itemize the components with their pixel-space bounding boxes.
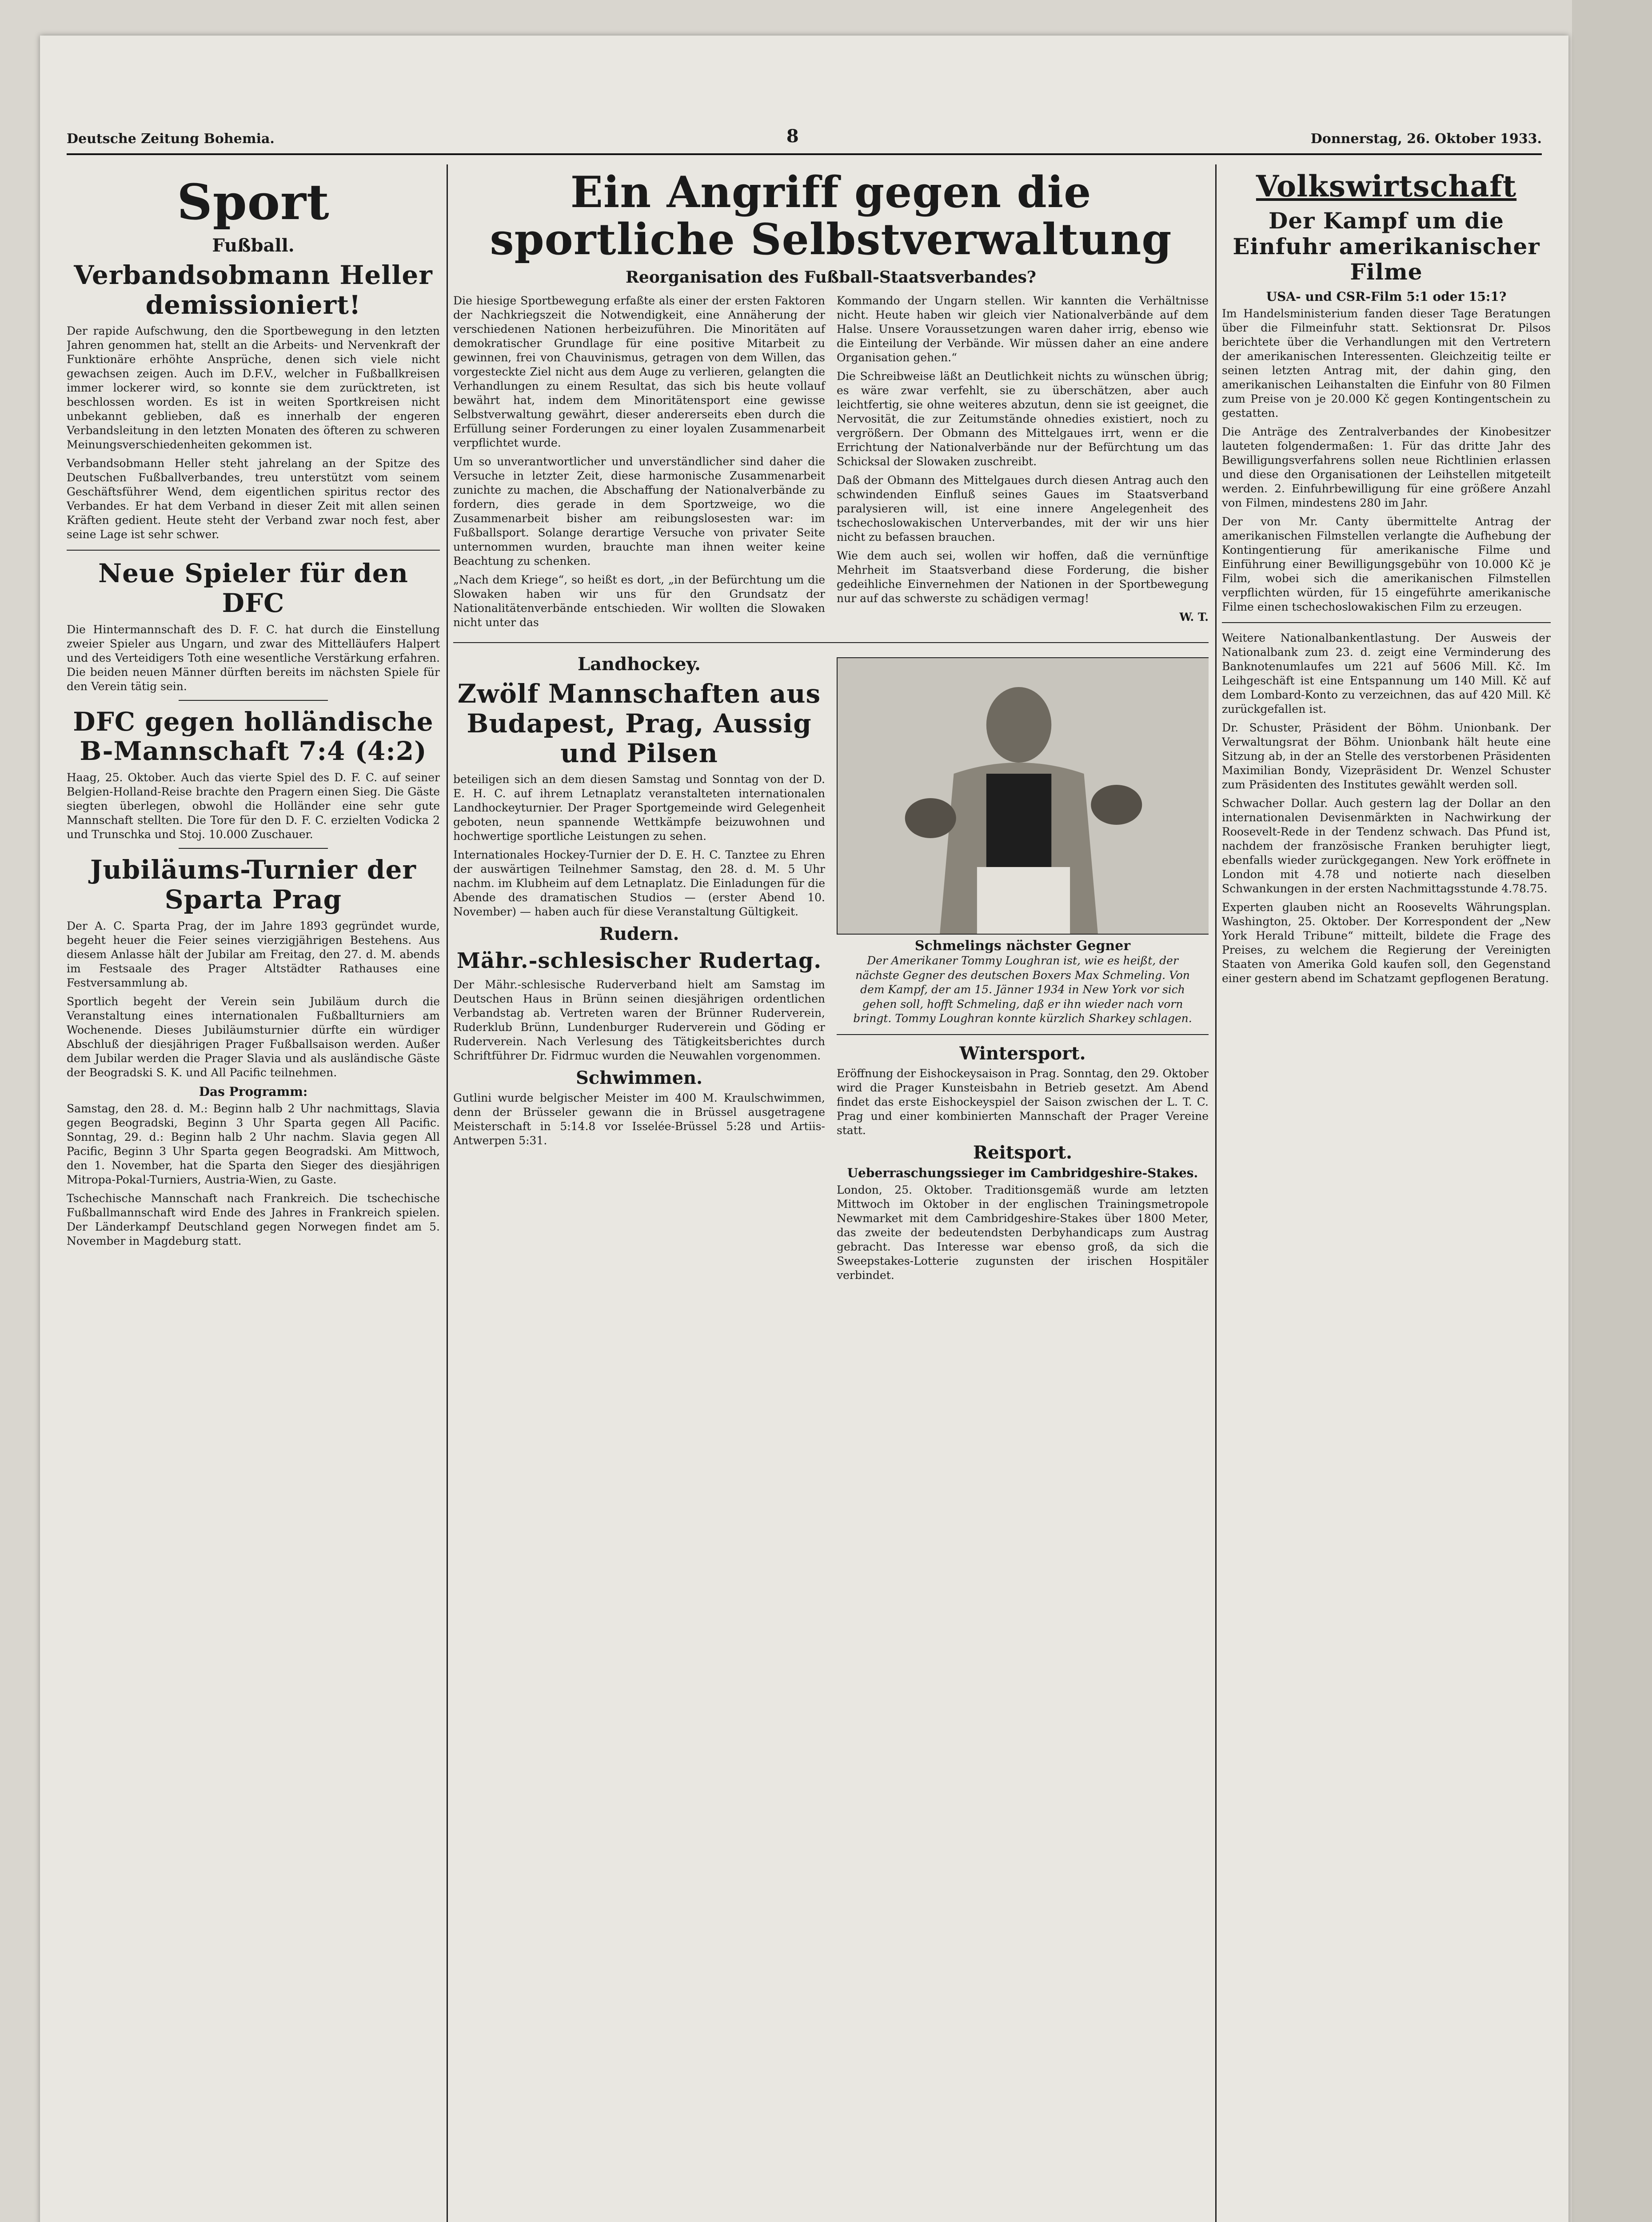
boxer-figure-icon: [838, 658, 1209, 934]
lower-section: [453, 651, 1209, 1287]
divider: [837, 1034, 1209, 1035]
scan-edge: [1572, 0, 1652, 2222]
article-sparta-p4: Tschechische Mannschaft nach Frankreich. Die tschechische Fußballmannschaft wird Ende des Jahres in Frankreich spielen. Der Länderkampf Deutschland gegen Norwegen findet am 5. November in Magdeburg statt.: [67, 1191, 440, 1247]
article-heller-title: Verbandsobmann Heller demissioniert!: [74, 260, 433, 320]
column-economy: [1222, 164, 1551, 2222]
article-nationalbank: Weitere Nationalbankentlastung. Der Ausweis der Nationalbank zum 23. d. zeigt eine Verminderung des Banknotenumlaufes um 221 auf 5606 Mill. Kč. Im Leihgeschäft ist eine Entspannung um 140 Mill. Kč auf dem Lombard-Konto zu verzeichnen, das auf 420 Mill. Kč zurückgefallen ist.: [1222, 631, 1551, 715]
section-title-economy: Volkswirtschaft: [1256, 169, 1517, 204]
article-heller-p1: Der rapide Aufschwung, den die Sportbewegung in den letzten Jahren genommen hat, stellt an die Arbeits- und Nervenkraft der Funktionäre erhöhte Ansprüche, denen sich viele nicht gewachsen zeigen. Auch im D.F.V., welcher in Fußballkreisen immer lockerer wird, so konnte sie dem zurücktreten, ist beschlossen worden. Es ist in weiten Sportkreisen nicht unbekannt geblieben, daß es innerhalb der engeren Verbandsleitung in den letzten Monaten des öfteren zu schweren Meinungsverschiedenheiten gekommen ist.: [67, 324, 440, 452]
hockey-kicker: Landhockey.: [578, 654, 701, 675]
divider: [67, 550, 440, 551]
schwimmen-kicker: Schwimmen.: [575, 1067, 703, 1089]
main-subheadline: Reorganisation des Fußball-Staatsverbandes?: [626, 268, 1036, 287]
divider: [453, 642, 1209, 643]
main-right-p1: Kommando der Ungarn stellen. Wir kannten die Verhältnisse nicht. Heute haben wir gleich vier Nationalverbände auf dem Halse. Unsere Voraussetzungen waren daher irrig, ebenso wie die Einteilung der Verbände. Wir müssen daher an eine andere Organisation gehen.“: [837, 294, 1209, 364]
article-new-players-title: Neue Spieler für den DFC: [98, 558, 408, 619]
issue-date: Donnerstag, 26. Oktober 1933.: [1310, 131, 1542, 147]
hockey-p1: beteiligen sich an dem diesen Samstag und Sonntag von der D. E. H. C. auf ihrem Letnaplatz veranstalteten internationalen Landhockeyturnier. Der Prager Sportgemeinde wird Gelegenheit geboten, neun spannende Wettkämpfe beizuwohnen und hochwertige sportliche Leistungen zu sehen.: [453, 773, 825, 843]
article-film-p1: Im Handelsministerium fanden dieser Tage Beratungen über die Filmeinfuhr statt. Sektionsrat Dr. Pilsos berichtete über die Verhandlungen mit den Vertretern der amerikanischen Interessenten. Gleichzeitig teilte er seinen letzten Antrag mit, der dahin ging, den amerikanischen Leihanstalten die Einfuhr von 80 Filmen zum Preise von je 20.000 Kč gegen Kontingentschein zu gestatten.: [1222, 307, 1551, 420]
paper-name: Deutsche Zeitung Bohemia.: [67, 131, 275, 147]
column-sport: [67, 164, 440, 2222]
reit-p1: London, 25. Oktober. Traditionsgemäß wurde am letzten Mittwoch im Oktober in der englischen Trainingsmetropole Newmarket mit dem Cambridgeshire-Stakes über 1800 Meter, das zweite der bedeutendsten Derbyhandicaps zum Austrag gebracht. Das Interesse war ebenso groß, da sich die Sweepstakes-Lotterie zugunsten der irischen Hospitäler verbindet.: [837, 1183, 1209, 1282]
article-heller-p2: Verbandsobmann Heller steht jahrelang an der Spitze des Deutschen Fußballverbandes, treu unterstützt vom seinem Geschäftsführer Wend, dem eigentlichen spiritus rector des Verbandes. Er hat dem Verband in dieser Zeit mit allen seinen Kräften gedient. Heute steht der Verband zwar noch fest, aber seine Lage ist sehr schwer.: [67, 457, 440, 541]
article-film-p2: Die Anträge des Zentralverbandes der Kinobesitzer lauteten folgendermaßen: 1. Für das dritte Jahr des Bewilligungsverfahrens sollen neue Richtlinien erlassen und diese den Organisationen der Leihstellen mitgeteilt werden. 2. Einfuhrbewilligung für eine größere Anzahl von Filmen, mindestens 280 im Jahr.: [1222, 425, 1551, 509]
main-article-body: [453, 294, 1209, 634]
article-sparta-p1: Der A. C. Sparta Prag, der im Jahre 1893 gegründet wurde, begeht heuer die Feier seines vierzigjährigen Bestehens. Aus diesem Anlasse hält der Jubilar am Freitag, den 27. d. M. abends im Festsaale des Prager Altstädter Rathauses eine Festversammlung ab.: [67, 919, 440, 989]
main-right-p3: Daß der Obmann des Mittelgaues durch diesen Antrag auch den schwindenden Einfluß seines Gaues im Staatsverband paralysieren will, ist eine innere Angelegenheit des tschechoslowakischen Unterverbandes, mit der wir uns hier nicht zu befassen brauchen.: [837, 474, 1209, 544]
article-sparta-program-label: Das Programm:: [199, 1084, 308, 1099]
subsection-football: Fußball.: [212, 235, 295, 256]
rudern-p1: Der Mähr.-schlesische Ruderverband hielt am Samstag im Deutschen Haus in Brünn seinen diesjährigen ordentlichen Verbandstag ab. Vertreten waren der Brünner Ruderverein, Ruderklub Brünn, Lundenburger Ruderverein und Göding er Ruderverein. Nach Verlesung des Tätigkeitsberichtes durch Schriftführer Dr. Fidrmuc wurden die Neuwahlen vorgenommen.: [453, 978, 825, 1063]
main-right-p4: Wie dem auch sei, wollen wir hoffen, daß die vernünftige Mehrheit im Staatsverband diese Forderung, die bisher gedeihliche Einvernehmen der Nationen in der Sportbewegung nur auf das schwerste zu schädigen vermag!: [837, 549, 1209, 605]
main-left-p3: „Nach dem Kriege“, so heißt es dort, „in der Befürchtung um die Slowaken haben wir uns für den Grundsatz der Nationalitätenverbände entschieden. Wir wollten die Slowaken nicht unter das: [453, 573, 825, 629]
article-film-p3: Der von Mr. Canty übermittelte Antrag der amerikanischen Filmstellen verlangte die Aufhebung der Kontingentierung für amerikanische Filme und Einführung einer Bewilligungsgebühr von 10.000 Kč je Film, wobei sich die amerikanischen Filmstellen verpflichten würden, für 15 eingeführte amerikanische Filme einen tschechoslowakischen Film zu erzeugen.: [1222, 515, 1551, 613]
article-sparta-p2: Sportlich begeht der Verein sein Jubiläum durch die Veranstaltung eines internationalen Fußballturniers am Wochenende. Dieses Jubiläumsturnier dürfte ein würdiger Abschluß der diesjährigen Prager Fußballsaison werden. Außer dem Jubilar werden die Prager Slavia und als ausländische Gäste der Beogradski S. K. und All Pacific teilnehmen.: [67, 995, 440, 1079]
winter-p1: Eröffnung der Eishockeysaison in Prag. Sonntag, den 29. Oktober wird die Prager Kunsteisbahn in Betrieb gesetzt. Am Abend findet das erste Eishockeyspiel der Saison zwischen der L. T. C. Prag und einer kombinierten Mannschaft der Prager Vereine statt.: [837, 1067, 1209, 1137]
running-head: [67, 120, 1542, 147]
divider: [179, 848, 328, 849]
photo-caption: Der Amerikaner Tommy Loughran ist, wie es heißt, der nächste Gegner des deutschen Boxers Max Schmeling. Von dem Kampf, der am 15. Jänner 1934 in New York vor sich gehen soll, hofft Schmeling, daß er ihn wieder nach vorn bringt. Tommy Loughran konnte kürzlich Sharkey schlagen.: [853, 954, 1192, 1025]
photo-title: Schmelings nächster Gegner: [914, 938, 1131, 954]
section-title-sport: Sport: [177, 173, 330, 231]
column-rule-2: [1215, 164, 1217, 2222]
article-dfc-holland-title: DFC gegen holländische B-Mannschaft 7:4 (4:2): [73, 706, 434, 767]
boxer-photo: [837, 657, 1209, 935]
main-right-p2: Die Schreibweise läßt an Deutlichkeit nichts zu wünschen übrig; es wäre zwar verfehlt, sie zu überschätzen, aber auch leichtfertig, sie ohne weiteres abzutun, denn sie ist geeignet, die Nervosität, die zur Zeitumstände ohnedies existiert, noch zu vergrößern. Der Obmann des Mittelgaues irrt, wenn er die Errichtung der Nationalverbände nur der Befürchtung um das Schicksal der Slowaken zuschreibt.: [837, 370, 1209, 468]
header-rule: [67, 153, 1542, 155]
main-left-p1: Die hiesige Sportbewegung erfaßte als einer der ersten Faktoren der Nachkriegszeit die Notwendigkeit, eine Annäherung der verschiedenen Nationen herbeizuführen. Die Minoritäten auf demokratischer Grundlage für eine positive Mitarbeit zu gewinnen, frei von Chauvinismus, getragen von dem Willen, das vorgesteckte Ziel nicht aus dem Auge zu verlieren, gelangten die Verhandlungen zu einem Resultat, das sich bis heute vollauf bewährt hat, indem dem Minoritätensport eine gewisse Selbstverwaltung gewährt, dieser andererseits eben durch die Erfüllung seiner Forderungen zu einer loyalen Zusammenarbeit verpflichtet wurde.: [453, 294, 825, 450]
lower-left: [453, 651, 825, 1287]
main-article-left: [453, 294, 825, 634]
divider: [1222, 622, 1551, 623]
main-headline: Ein Angriff gegen die sportliche Selbstverwaltung: [490, 167, 1172, 264]
hockey-title: Zwölf Mannschaften aus Budapest, Prag, Aussig und Pilsen: [457, 679, 821, 768]
article-roosevelt: Experten glauben nicht an Roosevelts Währungsplan. Washington, 25. Oktober. Der Korrespondent der „New York Herald Tribune“ mitteilt, bildete die Frage des Preises, zu welchem die Regierung der Vereinigten Staaten von Amerika Gold kaufen soll, den Gegenstand einer gestern abend im Schatzamt gepflogenen Beratung.: [1222, 900, 1551, 985]
page-number: 8: [786, 126, 799, 147]
reit-title: Ueberraschungssieger im Cambridgeshire-Stakes.: [847, 1165, 1198, 1180]
newspaper-page: [40, 36, 1568, 2222]
article-sparta-title: Jubiläums-Turnier der Sparta Prag: [90, 855, 416, 915]
article-dollar: Schwacher Dollar. Auch gestern lag der Dollar an den internationalen Devisenmärkten in Nachwirkung der Roosevelt-Rede in der Tendenz schwach. Das Pfund ist, nachdem der französische Franken beruhigter liegt, ebenfalls wieder zurückgegangen. New York eröffnete in London mit 4.78 und notierte nach dieselben Schwankungen in der ersten Nachmittagsstunde 4.78.75.: [1222, 796, 1551, 895]
rudern-kicker: Rudern.: [599, 923, 679, 945]
main-article-signature: W. T.: [1179, 611, 1209, 624]
column-rule-1: [447, 164, 448, 2222]
rudern-title: Mähr.-schlesischer Rudertag.: [456, 948, 822, 974]
article-film-title: Der Kampf um die Einfuhr amerikanischer Filme: [1233, 208, 1540, 285]
hockey-p2: Internationales Hockey-Turnier der D. E. H. C. Tanztee zu Ehren der auswärtigen Teilnehmer Samstag, den 28. d. M. 5 Uhr nachm. im Klubheim auf dem Letnaplatz. Die Einladungen für die Abende des dramatischen Studios — (erster Abend 10. November) — haben auch für diese Veranstaltung Gültigkeit.: [453, 848, 825, 919]
article-unionbank: Dr. Schuster, Präsident der Böhm. Unionbank. Der Verwaltungsrat der Böhm. Unionbank hält heute eine Sitzung ab, in der an Stelle des verstorbenen Präsidenten Maximilian Bondy, Vizepräsident Dr. Wenzel Schuster zum Präsidenten des Institutes gewählt werden soll.: [1222, 721, 1551, 791]
main-article-right: [837, 294, 1209, 634]
main-left-p2: Um so unverantwortlicher und unverständlicher sind daher die Versuche in letzter Zeit, diese harmonische Zusammenarbeit zunichte zu machen, die Abschaffung der Nationalverbände zu fordern, dies gerade in dem Sportzweige, wo die Zusammenarbeit bisher am reibungslosesten war: im Fußballsport. Solange derartige Versuche von privater Seite unternommen wurden, brauchte man ihnen weiter keine Beachtung zu schenken.: [453, 455, 825, 568]
article-sparta-p3: Samstag, den 28. d. M.: Beginn halb 2 Uhr nachmittags, Slavia gegen Beogradski, Beginn 3 Uhr Sparta gegen All Pacific. Sonntag, 29. d.: Beginn halb 2 Uhr nachm. Slavia gegen All Pacific, Beginn 3 Uhr Sparta gegen Beogradski. Am Mittwoch, den 1. November, hat die Sparta den Sieger des diesjährigen Mitropa-Pokal-Turniers, Austria-Wien, zu Gaste.: [67, 1102, 440, 1186]
divider: [179, 700, 328, 701]
column-main: [453, 164, 1209, 2222]
winter-kicker: Wintersport.: [959, 1043, 1086, 1064]
article-film-subtitle: USA- und CSR-Film 5:1 oder 15:1?: [1266, 289, 1507, 304]
article-dfc-holland-p1: Haag, 25. Oktober. Auch das vierte Spiel des D. F. C. auf seiner Belgien-Holland-Reise brachte den Pragern einen Sieg. Die Gäste siegten überlegen, obwohl die Holländer eine sehr gute Mannschaft stellten. Die Tore für den D. F. C. erzielten Vodicka 2 und Trunschka und Stoj. 10.000 Zuschauer.: [67, 771, 440, 841]
schwimmen-p1: Gutlini wurde belgischer Meister im 400 M. Kraulschwimmen, denn der Brüsseler gewann die in Brüssel ausgetragene Meisterschaft in 5:14.8 vor Isselée-Brüssel 5:28 und Artiis-Antwerpen 5:31.: [453, 1091, 825, 1147]
article-new-players-p1: Die Hintermannschaft des D. F. C. hat durch die Einstellung zweier Spieler aus Ungarn, und zwar des Mittelläufers Halpert und des Verteidigers Toth eine wesentliche Verstärkung erfahren. Die beiden neuen Männer dürften bereits im nächsten Spiele für den Verein tätig sein.: [67, 623, 440, 693]
lower-right: [837, 651, 1209, 1287]
reit-kicker: Reitsport.: [973, 1142, 1072, 1163]
